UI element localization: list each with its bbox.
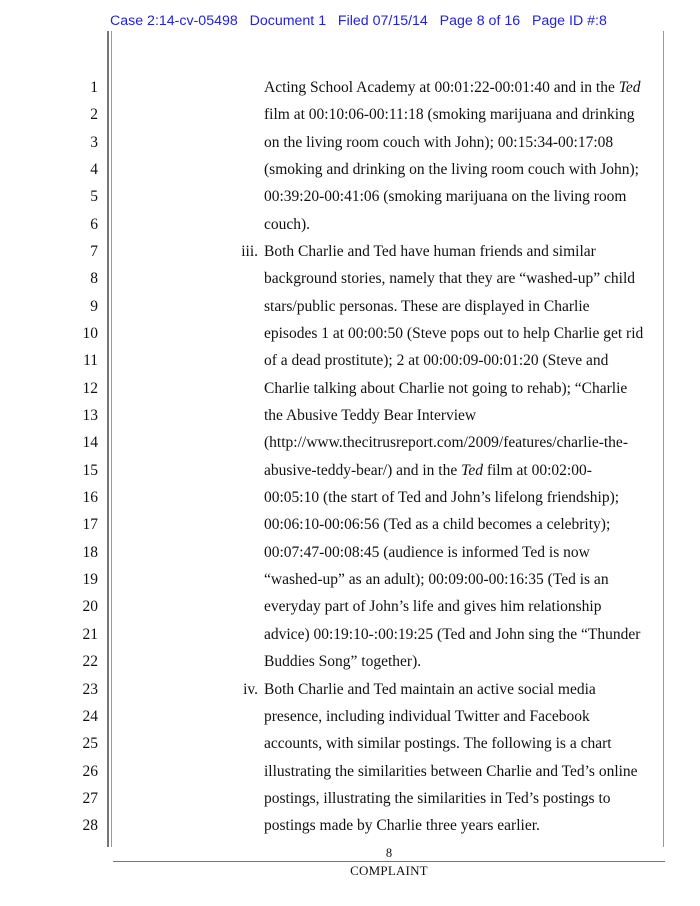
film-title-italic: Ted bbox=[461, 462, 483, 479]
text-line: Both Charlie and Ted have human friends and similar bbox=[264, 243, 596, 260]
text-line: 00:07:47-00:08:45 (audience is informed Ted is now bbox=[264, 544, 590, 561]
text-line: “washed-up” as an adult); 00:09:00-00:16:35 (Ted is an bbox=[264, 571, 609, 588]
line-number: 16 bbox=[82, 489, 98, 506]
text-line: film at 00:10:06-00:11:18 (smoking marijuana and drinking bbox=[264, 106, 635, 123]
line-number: 15 bbox=[82, 462, 98, 479]
text-line: background stories, namely that they are “washed-up” child bbox=[264, 270, 636, 287]
right-margin-rule bbox=[663, 31, 664, 847]
line-number: 2 bbox=[90, 106, 98, 123]
line-number: 27 bbox=[82, 790, 98, 807]
text-line: 00:39:20-00:41:06 (smoking marijuana on the living room bbox=[264, 188, 627, 205]
text-line: (smoking and drinking on the living room couch with John); bbox=[264, 161, 639, 178]
line-number: 5 bbox=[90, 188, 98, 205]
list-marker-iv: iv. bbox=[243, 681, 258, 698]
film-title-italic: Ted bbox=[618, 79, 641, 96]
text-line: Buddies Song” together). bbox=[264, 653, 422, 670]
case-header-stamp: Case 2:14-cv-05498 Document 1 Filed 07/15/14 Page 8 of 16 Page ID #:8 bbox=[110, 13, 607, 29]
line-number: 25 bbox=[82, 735, 98, 752]
line-number: 23 bbox=[82, 681, 98, 698]
text-line: advice) 00:19:10-:00:19:25 (Ted and John sing the “Thunder bbox=[264, 626, 641, 643]
line-number: 14 bbox=[82, 434, 98, 451]
left-margin-rule bbox=[107, 31, 109, 847]
text-line: presence, including individual Twitter and Facebook bbox=[264, 708, 590, 725]
text-line: couch). bbox=[264, 216, 311, 233]
list-marker-iii: iii. bbox=[241, 243, 258, 260]
line-number: 12 bbox=[82, 380, 98, 397]
line-number: 10 bbox=[82, 325, 98, 342]
text-line: accounts, with similar postings. The following is a chart bbox=[264, 735, 612, 752]
line-number: 11 bbox=[83, 352, 98, 369]
line-number: 20 bbox=[82, 598, 98, 615]
line-number: 1 bbox=[90, 79, 98, 96]
line-number: 6 bbox=[90, 216, 98, 233]
text-line: episodes 1 at 00:00:50 (Steve pops out to help Charlie get rid bbox=[264, 325, 644, 342]
text-line: Acting School Academy at 00:01:22-00:01:40 and in the Ted bbox=[264, 79, 641, 96]
text-line: of a dead prostitute); 2 at 00:00:09-00:01:20 (Steve and bbox=[264, 352, 609, 369]
line-number: 17 bbox=[82, 516, 98, 533]
text-line: 00:06:10-00:06:56 (Ted as a child becomes a celebrity); bbox=[264, 516, 611, 533]
line-number: 26 bbox=[82, 763, 98, 780]
line-number: 18 bbox=[82, 544, 98, 561]
line-number: 9 bbox=[90, 298, 98, 315]
line-number: 21 bbox=[82, 626, 98, 643]
text-line: postings, illustrating the similarities in Ted’s postings to bbox=[264, 790, 611, 807]
footer-divider bbox=[113, 861, 665, 862]
left-margin-rule-inner bbox=[111, 31, 112, 847]
text-line: 00:05:10 (the start of Ted and John’s lifelong friendship); bbox=[264, 489, 620, 506]
page-number: 8 bbox=[385, 846, 393, 860]
line-number: 8 bbox=[90, 270, 98, 287]
text-line: illustrating the similarities between Charlie and Ted’s online bbox=[264, 763, 638, 780]
line-number: 7 bbox=[90, 243, 98, 260]
line-number: 22 bbox=[82, 653, 98, 670]
line-number: 19 bbox=[82, 571, 98, 588]
text-line: everyday part of John’s life and gives him relationship bbox=[264, 598, 602, 615]
text-line: stars/public personas. These are displayed in Charlie bbox=[264, 298, 590, 315]
text-line: Charlie talking about Charlie not going to rehab); “Charlie bbox=[264, 380, 628, 397]
text-line: the Abusive Teddy Bear Interview bbox=[264, 407, 477, 424]
line-number: 28 bbox=[82, 817, 98, 834]
footer-title: COMPLAINT bbox=[350, 863, 428, 878]
text-line: postings made by Charlie three years earlier. bbox=[264, 817, 540, 834]
line-number: 24 bbox=[82, 708, 98, 725]
text-line: abusive-teddy-bear/) and in the Ted film at 00:02:00- bbox=[264, 462, 592, 479]
line-number: 4 bbox=[90, 161, 98, 178]
line-number: 3 bbox=[90, 134, 98, 151]
text-line-url: (http://www.thecitrusreport.com/2009/features/charlie-the- bbox=[264, 434, 628, 451]
text-line: on the living room couch with John); 00:15:34-00:17:08 bbox=[264, 134, 614, 151]
text-line: Both Charlie and Ted maintain an active social media bbox=[264, 681, 596, 698]
line-number: 13 bbox=[82, 407, 98, 424]
